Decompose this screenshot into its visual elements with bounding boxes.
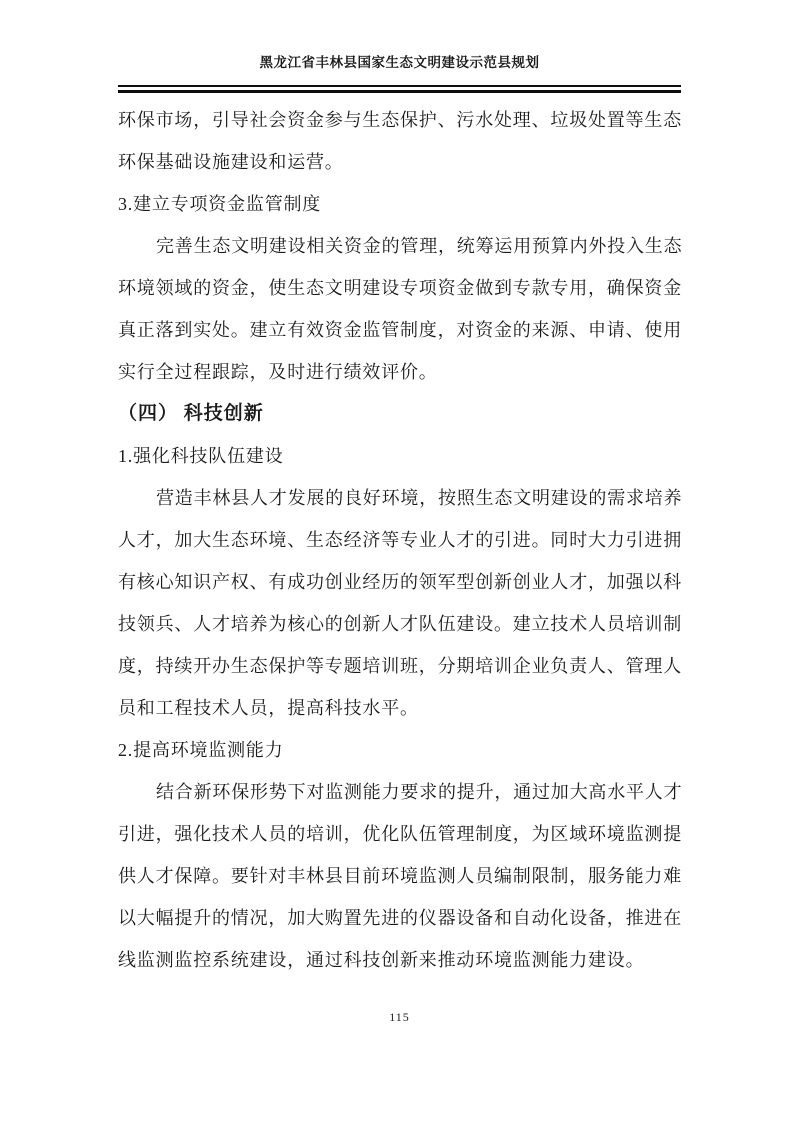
header-double-rule (118, 85, 681, 93)
page-footer (118, 1004, 681, 1030)
paragraph-continued (118, 99, 684, 183)
page-number: 115 (389, 1010, 410, 1024)
heading-special-fund-supervision: 3.建立专项资金监管制度 (118, 194, 322, 214)
text-line: 完善生态文明建设相关资金的管理，统筹运用预算内外投入生态 (156, 236, 683, 256)
text-line: 引进，强化技术人员的培训，优化队伍管理制度，为区域环境监测提 (118, 824, 682, 844)
text-line: 实行全过程跟踪，及时进行绩效评价。 (118, 362, 438, 382)
heading-strengthen-tech-team: 1.强化科技队伍建设 (118, 446, 284, 466)
text-line: 环保基础设施建设和运营。 (118, 152, 344, 172)
paragraph (118, 477, 684, 729)
heading-improve-monitoring-capacity: 2.提高环境监测能力 (118, 740, 284, 760)
text-line: 结合新环保形势下对监测能力要求的提升，通过加大高水平人才 (156, 782, 683, 802)
text-line: 真正落到实处。建立有效资金监管制度，对资金的来源、申请、使用 (118, 320, 682, 340)
header-title: 黑龙江省丰林县国家生态文明建设示范县规划 (259, 55, 540, 70)
paragraph (118, 771, 684, 981)
heading-section-4-tech-innovation: （四） 科技创新 (118, 403, 264, 424)
text-line: 线监测监控系统建设，通过科技创新来推动环境监测能力建设。 (118, 950, 645, 970)
paragraph (118, 225, 684, 393)
text-line: 度，持续开办生态保护等专题培训班，分期培训企业负责人、管理人 (118, 656, 682, 676)
text-line: 环保市场，引导社会资金参与生态保护、污水处理、垃圾处置等生态 (118, 110, 682, 130)
text-line: 有核心知识产权、有成功创业经历的领军型创新创业人才，加强以科 (118, 572, 682, 592)
text-line: 营造丰林县人才发展的良好环境，按照生态文明建设的需求培养 (156, 488, 683, 508)
document-body (118, 99, 684, 981)
text-line: 环境领域的资金，使生态文明建设专项资金做到专款专用，确保资金 (118, 278, 682, 298)
text-line: 人才，加大生态环境、生态经济等专业人才的引进。同时大力引进拥 (118, 530, 682, 550)
text-line: 员和工程技术人员，提高科技水平。 (118, 698, 419, 718)
text-line: 以大幅提升的情况，加大购置先进的仪器设备和自动化设备，推进在 (118, 908, 682, 928)
text-line: 供人才保障。要针对丰林县目前环境监测人员编制限制，服务能力难 (118, 866, 682, 886)
text-line: 技领兵、人才培养为核心的创新人才队伍建设。建立技术人员培训制 (118, 614, 682, 634)
